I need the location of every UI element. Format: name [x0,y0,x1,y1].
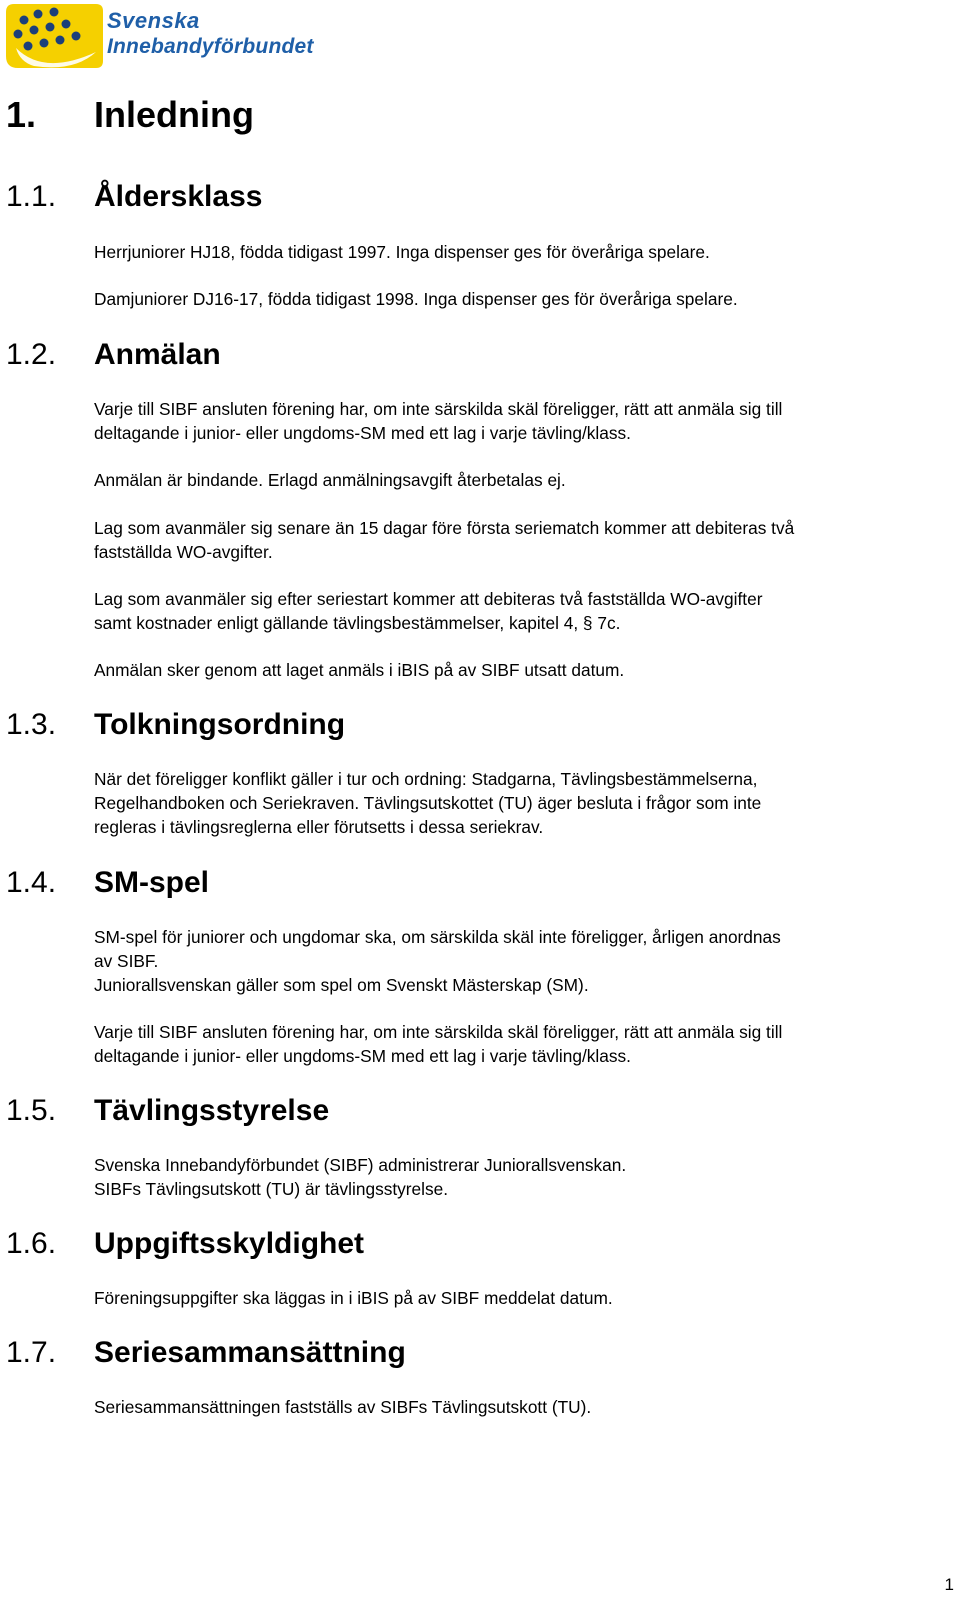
section-1-2-para-2: Anmälan är bindande. Erlagd anmälningsavgift återbetalas ej. [94,470,566,490]
section-1-1-title: Åldersklass [94,180,263,213]
section-1-5-para-1: Svenska Innebandyförbundet (SIBF) administrerar Juniorallsvenskan. SIBFs Tävlingsutskott (TU) är tävlingsstyrelse. [94,1155,627,1199]
page-number: 1 [944,1575,954,1594]
section-1-title: Inledning [94,94,254,135]
section-1-2-para-4: Lag som avanmäler sig efter seriestart kommer att debiteras två fastställda WO-avgifter samt kostnader enligt gällande tävlingsbestämmelser, kapitel 4, § 7c. [94,589,763,633]
section-1-5-title: Tävlingsstyrelse [94,1094,330,1127]
floorball-logo-icon [4,2,104,70]
logo-line-1: Svenska [107,8,200,33]
section-1-2-para-5: Anmälan sker genom att laget anmäls i iBIS på av SIBF utsatt datum. [94,660,625,680]
section-1-2-number: 1.2. [6,338,57,371]
section-1-4-para-1: SM-spel för juniorer och ungdomar ska, om särskilda skäl inte föreligger, årligen anordnas av SIBF. Juniorallsvenskan gäller som spel om Svenskt Mästerskap (SM). [94,927,781,995]
section-1-1-number: 1.1. [6,180,57,213]
logo-wordmark [107,10,314,57]
section-1-6-title: Uppgiftsskyldighet [94,1227,365,1260]
section-1-1-para-1: Herrjuniorer HJ18, födda tidigast 1997. Inga dispenser ges för överåriga spelare. [94,242,710,262]
section-1-3-title: Tolkningsordning [94,708,346,741]
section-1-1-para-2: Damjuniorer DJ16-17, födda tidigast 1998. Inga dispenser ges för överåriga spelare. [94,289,738,309]
logo-line-2: Innebandyförbundet [107,35,314,58]
section-1-2-para-3: Lag som avanmäler sig senare än 15 dagar före första seriematch kommer att debiteras två fastställda WO-avgifter. [94,518,795,562]
section-1-number: 1. [6,94,37,135]
sibf-logo [4,2,334,70]
section-1-4-para-2: Varje till SIBF ansluten förening har, om inte särskilda skäl föreligger, rätt att anmäla sig till deltagande i junior- eller ungdoms-SM med ett lag i varje tävling/klass. [94,1022,783,1066]
section-1-7-para-1: Seriesammansättningen fastställs av SIBFs Tävlingsutskott (TU). [94,1397,592,1417]
section-1-4-title: SM-spel [94,866,210,899]
section-1-5-number: 1.5. [6,1094,57,1127]
section-1-6-number: 1.6. [6,1227,57,1260]
section-1-7-number: 1.7. [6,1336,57,1369]
section-1-6-para-1: Föreningsuppgifter ska läggas in i iBIS på av SIBF meddelat datum. [94,1288,613,1308]
section-1-4-number: 1.4. [6,866,57,899]
section-1-3-para-1: När det föreligger konflikt gäller i tur och ordning: Stadgarna, Tävlingsbestämmelserna, Regelhandboken och Seriekraven. Tävlingsutskottet (TU) äger besluta i frågor som inte regleras i tävlingsreglerna eller förutsetts i dessa seriekrav. [94,769,762,837]
section-1-2-para-1: Varje till SIBF ansluten förening har, om inte särskilda skäl föreligger, rätt att anmäla sig till deltagande i junior- eller ungdoms-SM med ett lag i varje tävling/klass. [94,399,783,443]
section-1-3-number: 1.3. [6,708,57,741]
section-1-2-title: Anmälan [94,338,221,371]
section-1-7-title: Seriesammansättning [94,1336,406,1369]
